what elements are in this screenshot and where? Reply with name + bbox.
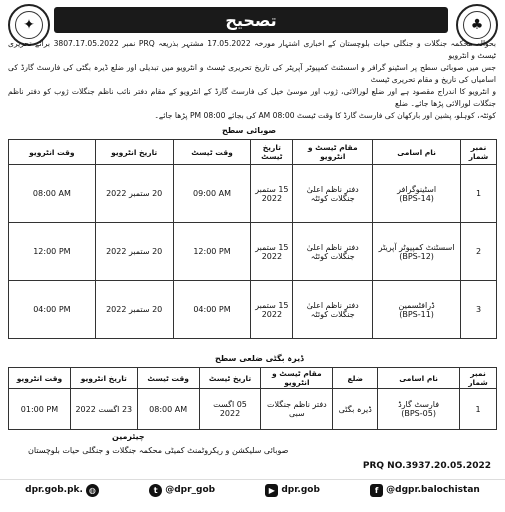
intro-line: بحوالہ محکمہ جنگلات و جنگلی حیات بلوچستان کے اخباری اشتہار مورخہ 17.05.2022 مشتہر بذریعہ PRQ نمبر 3807.17.05.2022 برائے تحریری ٹیسٹ و انٹرویو	[8, 39, 496, 60]
cell-interview-date: 20 ستمبر 2022	[95, 165, 173, 223]
title-text: تصحیح	[225, 10, 277, 30]
cell-venue: دفتر ناظم اعلیٰ جنگلات کوئٹہ	[293, 165, 373, 223]
page-title	[54, 7, 448, 33]
cell-interview-time: 12:00 PM	[9, 223, 96, 281]
cell-serial: 1	[460, 165, 496, 223]
cell-test-time: 09:00 AM	[173, 165, 251, 223]
footer-facebook-text: @dgpr.balochistan	[386, 485, 480, 495]
cell-serial: 3	[460, 281, 496, 339]
intro-line: جس میں صوبائی سطح پر اسٹینو گرافر و اسسٹنٹ کمپیوٹر آپریٹر کی تاریخ تحریری ٹیسٹ و انٹرویو میں تبدیلی اور ضلع ڈیرہ بگٹی کی فارسٹ گارڈ کی اسامیاں کی تاریخ و مقام تحریری ٹیسٹ	[8, 63, 496, 84]
intro-line: و انٹرویو کا اندراج مقصود ہے اور ضلع لورالائی، ژوب اور موسیٰ خیل کی فارسٹ گارڈ کے انٹرویو کے مقام دفتر نائب ناظم جنگلات ژوب کو دفتر ناظم جنگلات لورالائی پڑھا جائے۔ ضلع	[8, 87, 496, 108]
header-serial: نمبر شمار	[460, 140, 496, 165]
header-interview-date: تاریخ انٹرویو	[95, 140, 173, 165]
table-header-row	[9, 368, 497, 389]
cell-serial: 1	[459, 389, 496, 430]
intro-line: کوئٹہ، کوہلو، پشین اور بارکھان کی فارسٹ گارڈ کا وقت ٹیسٹ 08:00 AM کی بجائے 08:00 PM پڑھا جائے۔	[154, 111, 496, 120]
cell-test-date: 15 ستمبر 2022	[251, 165, 293, 223]
cell-test-time: 04:00 PM	[173, 281, 251, 339]
signature-title: چیئرمین	[112, 432, 145, 441]
cell-post	[373, 281, 461, 339]
footer-youtube-text: dpr.gob	[281, 485, 320, 495]
cell-serial: 2	[460, 223, 496, 281]
footer-bar	[0, 479, 505, 500]
table-header-row	[9, 140, 497, 165]
district-caption: ڈیرہ بگٹی ضلعی سطح	[215, 354, 304, 363]
cell-interview-time: 08:00 AM	[9, 165, 96, 223]
cell-test-date: 15 ستمبر 2022	[251, 281, 293, 339]
footer-youtube[interactable]	[265, 484, 320, 497]
table-row	[9, 281, 497, 339]
cell-interview-date: 20 ستمبر 2022	[95, 223, 173, 281]
post-name: فارسٹ گارڈ	[398, 400, 440, 409]
cell-venue: دفتر ناظم اعلیٰ جنگلات کوئٹہ	[293, 223, 373, 281]
header-venue: مقام ٹیسٹ و انٹرویو	[261, 368, 333, 389]
footer-web-text: dpr.gob.pk.	[25, 485, 83, 495]
header-test-date: تاریخ ٹیسٹ	[199, 368, 261, 389]
header-district: ضلع	[333, 368, 378, 389]
cell-post	[378, 389, 460, 430]
header-interview-time: وقت انٹرویو	[9, 368, 71, 389]
header-post: نام اسامی	[373, 140, 461, 165]
post-name: اسسٹنٹ کمپیوٹر آپریٹر	[378, 242, 455, 252]
header-venue: مقام ٹیسٹ و انٹرویو	[293, 140, 373, 165]
header-serial: نمبر شمار	[459, 368, 496, 389]
footer-facebook[interactable]	[370, 484, 480, 497]
cell-test-time: 08:00 AM	[137, 389, 199, 430]
table-row	[9, 165, 497, 223]
cell-interview-date: 23 اگست 2022	[70, 389, 137, 430]
intro-paragraph	[8, 38, 496, 122]
twitter-icon: t	[149, 484, 162, 497]
footer-twitter-text: @dpr_gob	[165, 485, 216, 495]
table-row	[9, 389, 497, 430]
header-interview-time: وقت انٹرویو	[9, 140, 96, 165]
cell-district: ڈیرہ بگٹی	[333, 389, 378, 430]
footer-web[interactable]	[25, 484, 99, 497]
facebook-icon: f	[370, 484, 383, 497]
cell-interview-time: 04:00 PM	[9, 281, 96, 339]
table-row	[9, 223, 497, 281]
cell-venue: دفتر ناظم اعلیٰ جنگلات کوئٹہ	[293, 281, 373, 339]
header-interview-date: تاریخ انٹرویو	[70, 368, 137, 389]
footer-twitter[interactable]	[149, 484, 215, 497]
post-bps: (BPS-14)	[399, 193, 434, 203]
post-bps: (BPS-05)	[401, 409, 436, 418]
header-test-time: وقت ٹیسٹ	[137, 368, 199, 389]
forest-department-emblem-icon: ♣	[456, 4, 498, 46]
post-bps: (BPS-12)	[399, 251, 434, 261]
cell-post	[373, 223, 461, 281]
cell-test-date: 15 ستمبر 2022	[251, 223, 293, 281]
bottom-whitespace	[0, 499, 505, 512]
cell-interview-time: 01:00 PM	[9, 389, 71, 430]
provincial-caption: صوبائی سطح	[222, 126, 277, 135]
cell-test-time: 12:00 PM	[173, 223, 251, 281]
post-bps: (BPS-11)	[399, 309, 434, 319]
signature-body: صوبائی سلیکشن و ریکروٹمنٹ کمیٹی محکمہ جنگلات و جنگلی حیات بلوچستان	[28, 446, 289, 455]
globe-icon: ◍	[86, 484, 99, 497]
district-table	[8, 367, 497, 430]
cell-venue: دفتر ناظم جنگلات سبی	[261, 389, 333, 430]
youtube-icon: ▶	[265, 484, 278, 497]
post-name: اسٹینوگرافر	[397, 184, 437, 194]
provincial-table	[8, 139, 497, 339]
cell-test-date: 05 اگست 2022	[199, 389, 261, 430]
post-name: ڈرافٹسمین	[398, 300, 435, 310]
balochistan-emblem-icon: ✦	[8, 4, 50, 46]
header-test-time: وقت ٹیسٹ	[173, 140, 251, 165]
prq-number: PRQ NO.3937.20.05.2022	[362, 461, 491, 471]
header-post: نام اسامی	[378, 368, 460, 389]
cell-interview-date: 20 ستمبر 2022	[95, 281, 173, 339]
header-test-date: تاریخ ٹیسٹ	[251, 140, 293, 165]
cell-post	[373, 165, 461, 223]
